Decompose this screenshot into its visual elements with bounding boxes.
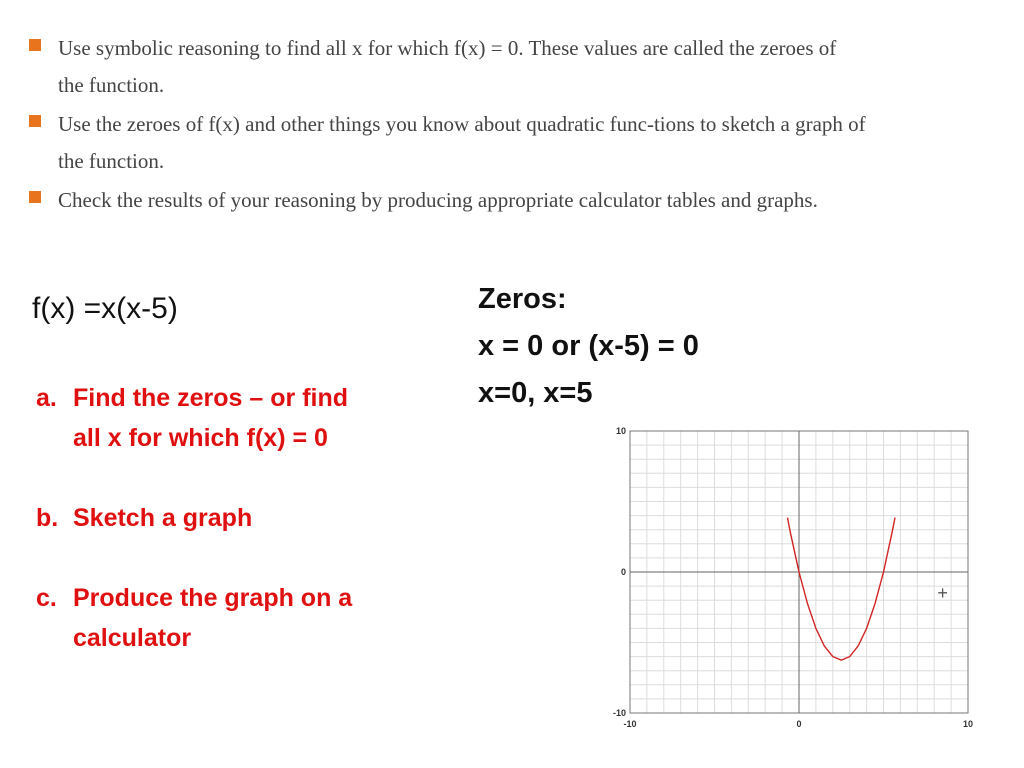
graph-canvas <box>600 425 985 747</box>
x-tick-label: -10 <box>623 719 637 729</box>
step-letter: b. <box>36 504 59 532</box>
y-tick-label: 0 <box>620 567 626 577</box>
step-letter: c. <box>36 584 57 612</box>
y-tick-label: 10 <box>615 426 626 436</box>
step-text: Find the zeros – or find all x for which f(x) = 0 <box>73 384 349 452</box>
instruction-text: Use symbolic reasoning to find all x for which f(x) = 0. These values are called the zeroes of the function. <box>58 36 837 97</box>
parabola-graph <box>600 425 985 747</box>
step-item <box>36 378 366 458</box>
instruction-list <box>26 30 866 221</box>
y-tick-label: -10 <box>612 708 626 718</box>
step-item <box>36 578 366 658</box>
step-letter: a. <box>36 384 57 412</box>
step-text: Sketch a graph <box>73 504 253 532</box>
function-formula: f(x) =x(x-5) <box>32 292 178 325</box>
parabola-series-line <box>788 518 896 661</box>
square-bullet-icon <box>29 115 41 127</box>
zeros-result: x=0, x=5 <box>478 377 593 409</box>
instruction-text: Use the zeroes of f(x) and other things you know about quadratic func-tions to sketch a graph of the function. <box>58 112 866 173</box>
instruction-item <box>26 106 866 180</box>
instruction-item <box>26 182 866 219</box>
step-item <box>36 498 366 538</box>
instruction-text: Check the results of your reasoning by producing appropriate calculator tables and graphs. <box>58 188 818 212</box>
task-steps <box>36 378 366 658</box>
zeros-title: Zeros: <box>478 283 567 315</box>
x-tick-label: 0 <box>796 719 802 729</box>
crosshair-marker: + <box>937 583 948 604</box>
x-tick-label: 10 <box>962 719 974 729</box>
square-bullet-icon <box>29 191 41 203</box>
instruction-item <box>26 30 866 104</box>
step-text: Produce the graph on a calculator <box>73 584 353 652</box>
zeros-solution <box>478 276 699 417</box>
square-bullet-icon <box>29 39 41 51</box>
zeros-equation: x = 0 or (x-5) = 0 <box>478 330 699 362</box>
